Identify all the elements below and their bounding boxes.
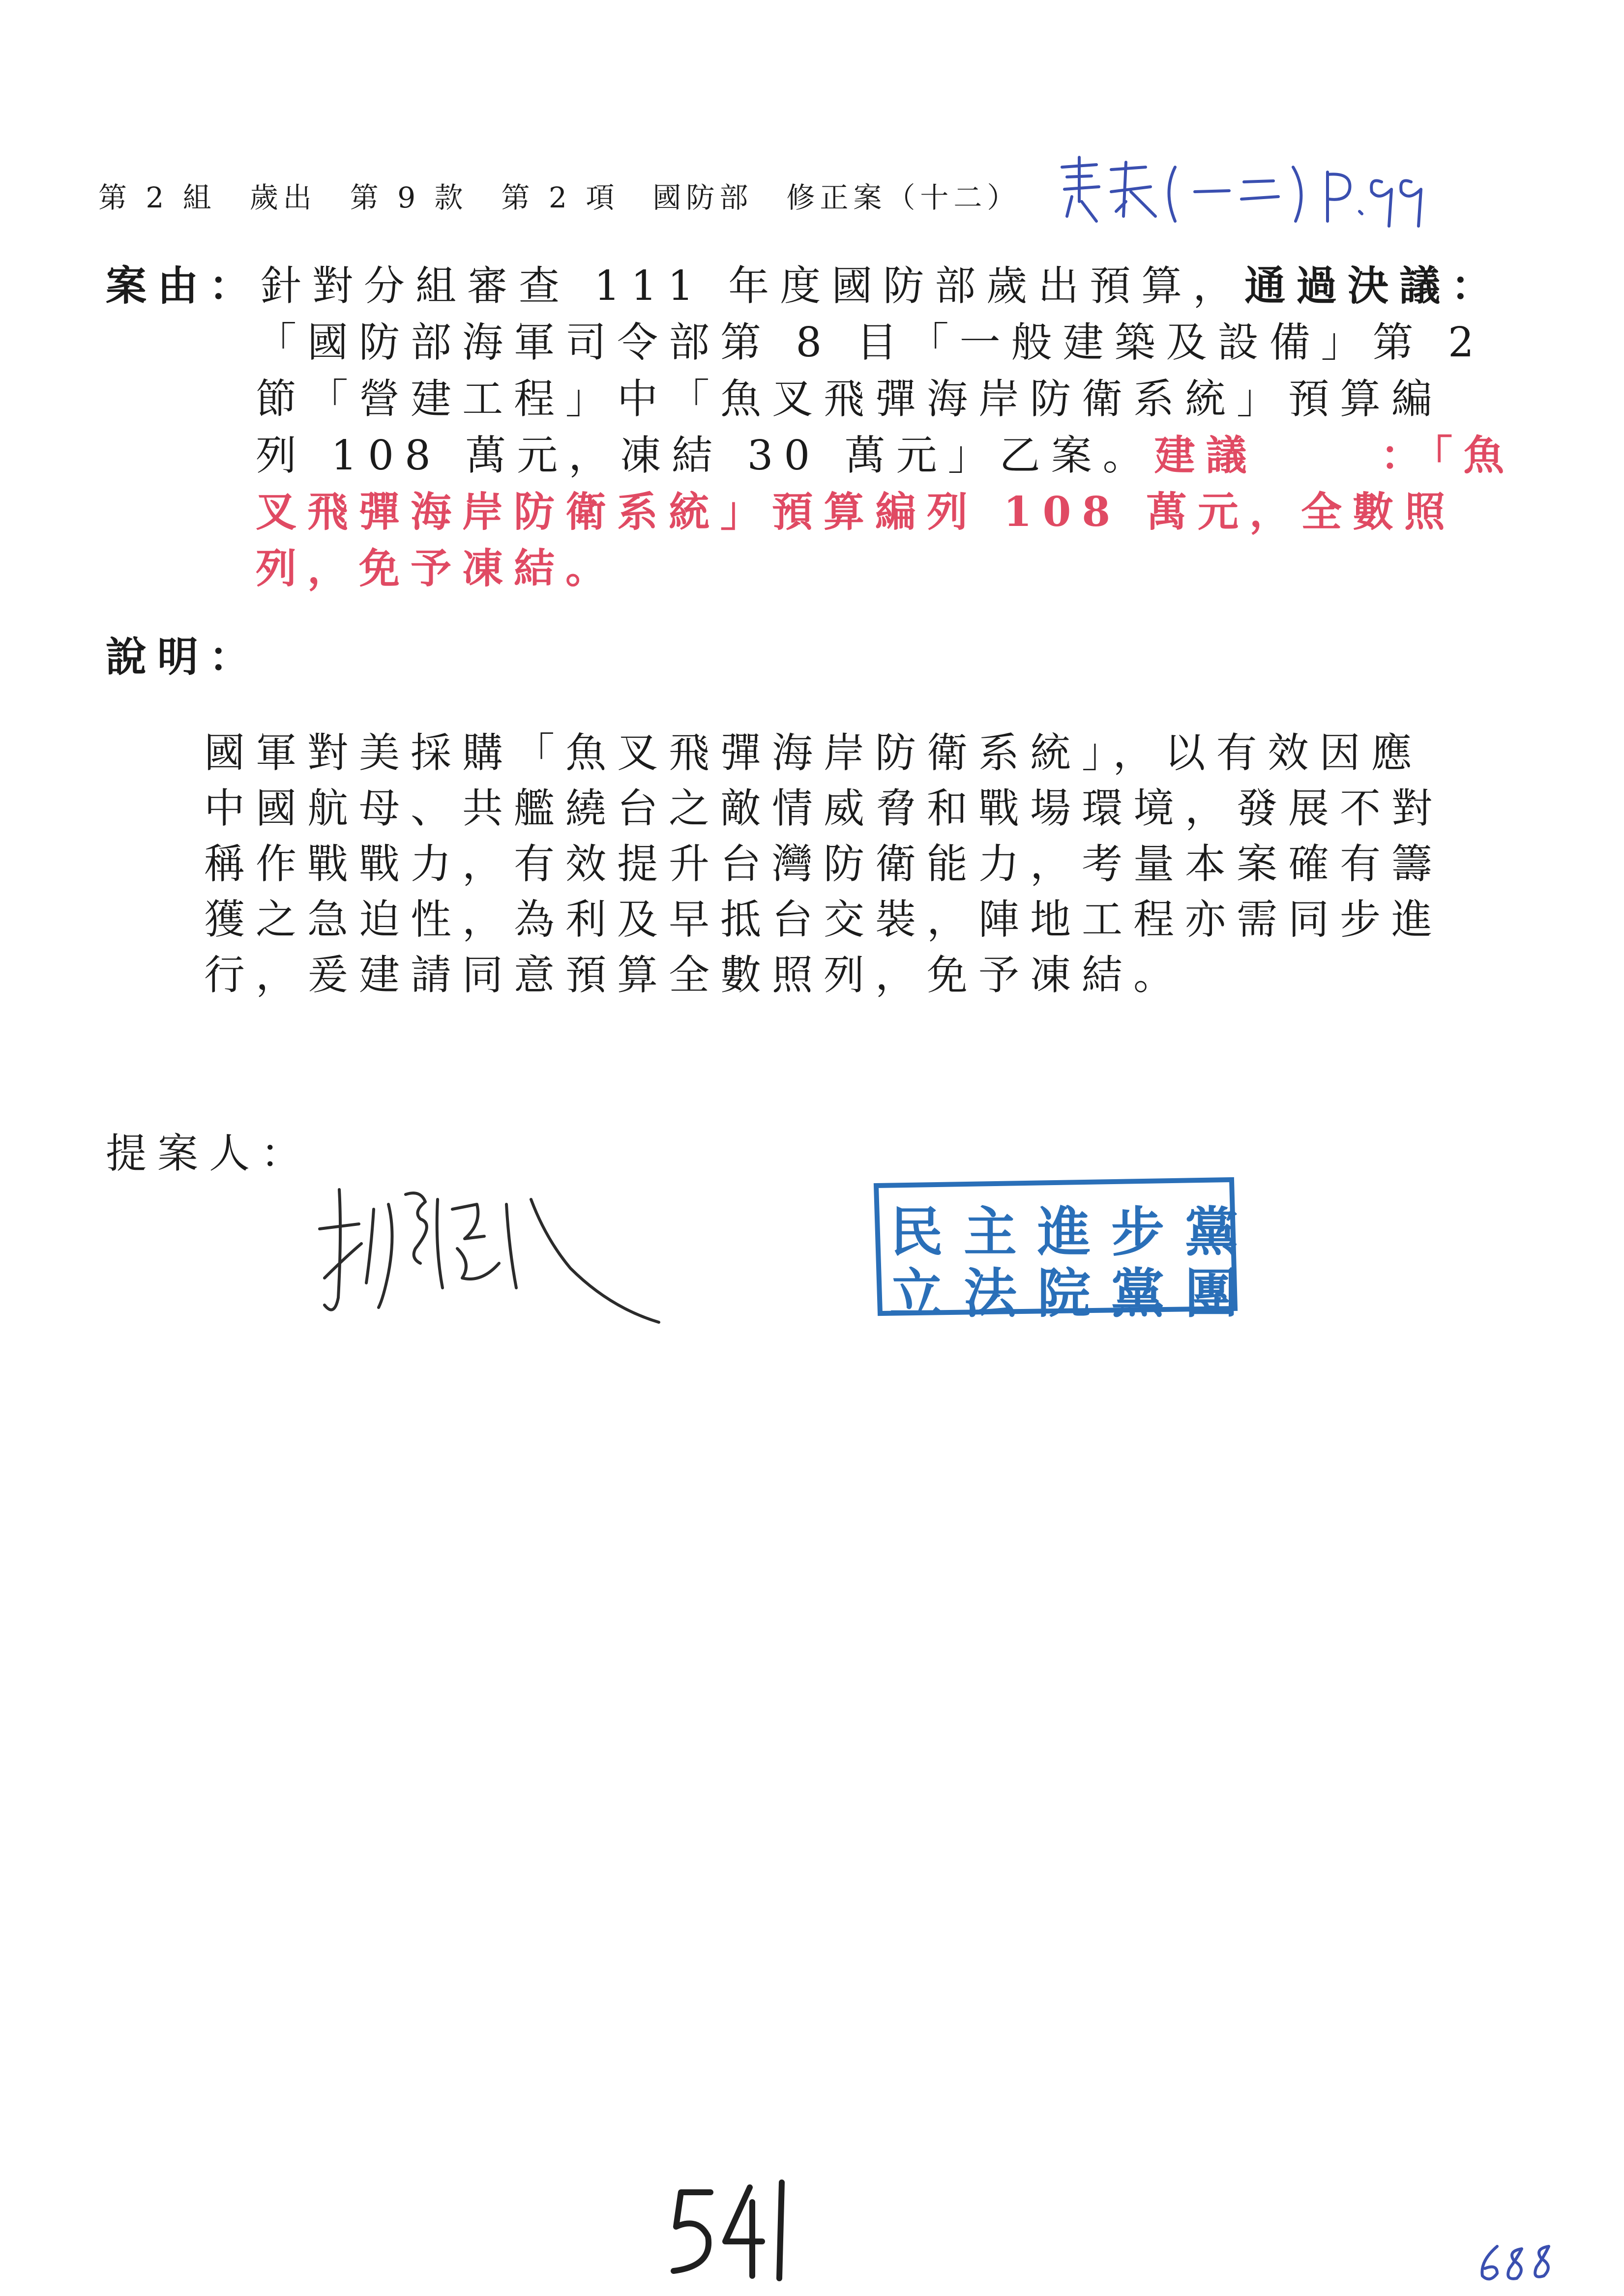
party-stamp <box>870 1175 1259 1325</box>
case-line-6: 列，免予凍結。 <box>256 544 617 592</box>
explanation-line: 稱作戰戰力，有效提升台灣防衛能力，考量本案確有籌 <box>204 840 1443 888</box>
explanation-line: 中國航母、共艦繞台之敵情威脅和戰場環境，發展不對 <box>204 785 1443 832</box>
proposer-label: 提案人： <box>106 1130 312 1177</box>
page-header: 第 2 組 歲出 第 9 款 第 2 項 國防部 修正案（十二） <box>98 181 1021 214</box>
case-text-4a: 列 108 萬元，凍結 30 萬元」乙案。 <box>256 432 1154 479</box>
explanation-line: 獲之急迫性，為利及早抵台交裝，陣地工程亦需同步進 <box>204 896 1443 943</box>
explanation-label: 說明： <box>106 633 261 681</box>
stamp-line-2: 立法院黨團 <box>890 1263 1259 1325</box>
signature <box>315 1175 679 1337</box>
page-number-alt <box>1475 2241 1559 2286</box>
explanation-line: 行，爰建請同意預算全數照列，免予凍結。 <box>204 951 1185 999</box>
case-line-4 <box>256 431 1515 479</box>
case-text-1b: 通過決議： <box>1244 262 1503 310</box>
case-line-5: 叉飛彈海岸防衛系統」預算編列 108 萬元，全數照 <box>256 488 1456 536</box>
case-line-2: 「國防部海軍司令部第 8 目「一般建築及設備」第 2 <box>256 319 1485 366</box>
case-text-4b: 建議 <box>1154 431 1258 479</box>
stamp-line-1: 民主進步黨 <box>890 1201 1259 1263</box>
explanation-line: 國軍對美採購「魚叉飛彈海岸防衛系統」，以有效因應 <box>204 729 1423 777</box>
case-text-4c: ：「魚 <box>1380 431 1515 479</box>
handwritten-note <box>1052 147 1426 231</box>
case-line-3: 節「營建工程」中「魚叉飛彈海岸防衛系統」預算編 <box>256 375 1443 423</box>
page-number <box>664 2173 801 2286</box>
case-text-1a: 針對分組審查 111 年度國防部歲出預算， <box>261 262 1245 310</box>
case-line-1 <box>106 262 1503 310</box>
case-label: 案由： <box>106 262 261 310</box>
